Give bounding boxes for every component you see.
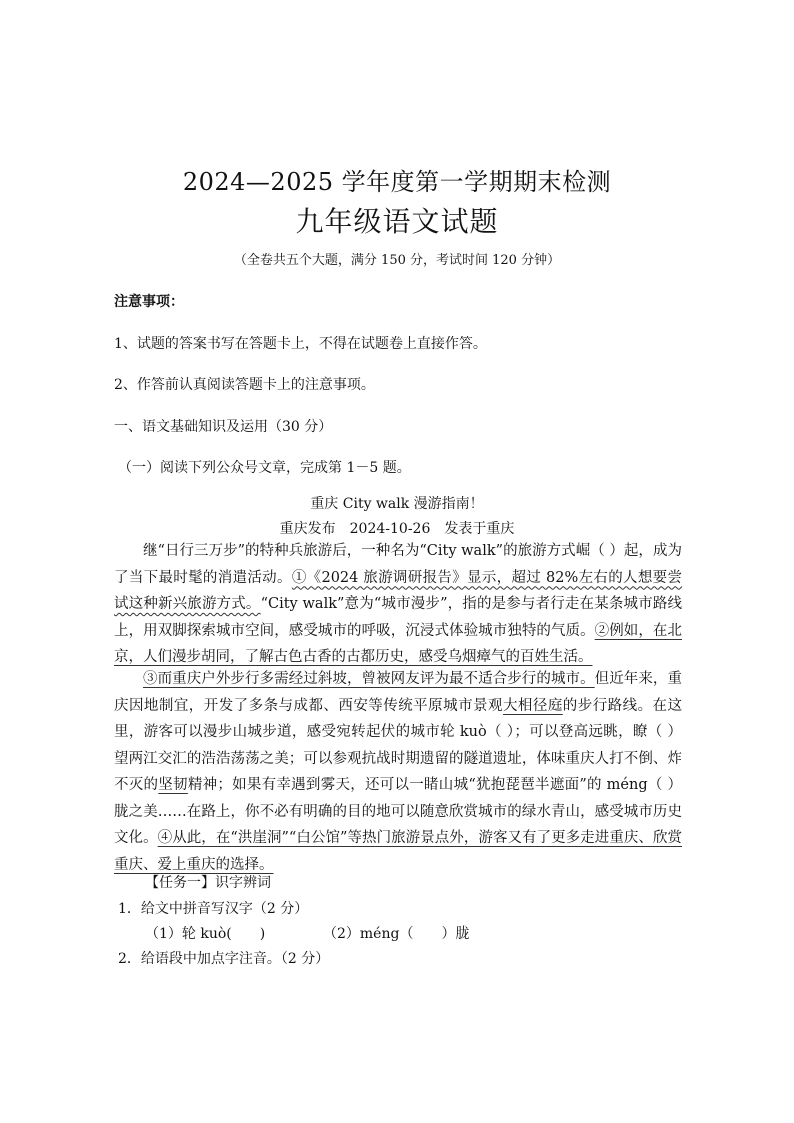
exam-title: 2024—2025 学年度第一学期期末检测 [182,168,612,196]
section-title: 一、语文基础知识及运用（30 分） [114,419,333,435]
question-1: 1．给文中拼音写汉字（2 分） [118,901,309,917]
p1-text-c: “City walk”意为“城市漫步”，指的是参与者行走在某条城市路线上，用双脚探索城市空间，感受城市的呼吸，沉浸式体验城市独特的气质。 [114,596,682,639]
notice-item-2: 2、作答前认真阅读答题卡上的注意事项。 [114,377,375,393]
p1-text-a: 继“日行三万步”的特种兵旅游后，一种名为“City walk”的旅游方式崛（ ）起，成为了当下最时髦的消遣活动。 [114,543,682,586]
notice-item-1: 1、试题的答案书写在答题卡上，不得在试题卷上直接作答。 [114,336,487,352]
article-title: 重庆 City walk 漫游指南！ [310,496,484,512]
exam-note: （全卷共五个大题，满分 150 分，考试时间 120 分钟） [233,253,561,268]
exam-subject: 九年级语文试题 [295,205,499,238]
sentence-2: ②例如，在北京，人们漫步胡同，了解古色古香的古都历史，感受乌烟瘴气的百姓生活。 [114,622,683,665]
article-paragraph-1 [114,538,682,671]
p2-text-d: 的步行路线。在这里，游客可以漫步山城步道，感受宛转起伏的城市轮 kuò（ ）；可以登高远眺，瞭（ ）望两江交汇的浩浩荡荡之美；可以参观抗战时期遗留的隧道遗址，体味重庆人打不倒、炸不灭的 [114,697,683,793]
p2-text-b: 但近年来，重庆因地制宜，开发了多条与成都、西安等传统平原城市景观 [114,671,683,714]
notice-heading: 注意事项： [114,294,184,310]
idiom-dxjt: 大相径庭 [502,697,563,714]
article-meta: 重庆发布 2024-10-26 发表于重庆 [279,521,515,537]
section-subtitle: （一）阅读下列公众号文章，完成第 1－5 题。 [118,460,411,476]
sentence-1: ①《2024 旅游调研报告》显示，超过 82%左右的人想要尝试这种新兴旅游方式。 [114,569,682,612]
question-1-part-b: （2）méng（ ）胧 [323,926,470,942]
sentence-4: ④从此，在“洪崖洞”“白公馆”等热门旅游景点外，游客又有了更多走进重庆、欣赏重庆、爱上重庆的选择。 [114,830,683,873]
question-2: 2．给语段中加点字注音。（2 分） [118,951,330,967]
p2-text-f: 精神；如果有幸遇到雾天，还可以一睹山城“犹抱琵琶半遮面”的 méng（ ）胧之美……在路上，你不必有明确的目的地可以随意欣赏城市的绿水青山，感受城市历史文化。 [114,777,683,846]
task-title: 【任务一】识字辨词 [145,875,271,891]
sentence-3: ③而重庆户外步行多需经过斜坡，曾被网友评为最不适合步行的城市。 [143,671,595,687]
article-paragraph-2 [114,666,682,878]
question-1-part-a: （1）轮 kuò( ) [145,926,266,942]
word-jianren: 坚韧 [158,777,188,793]
